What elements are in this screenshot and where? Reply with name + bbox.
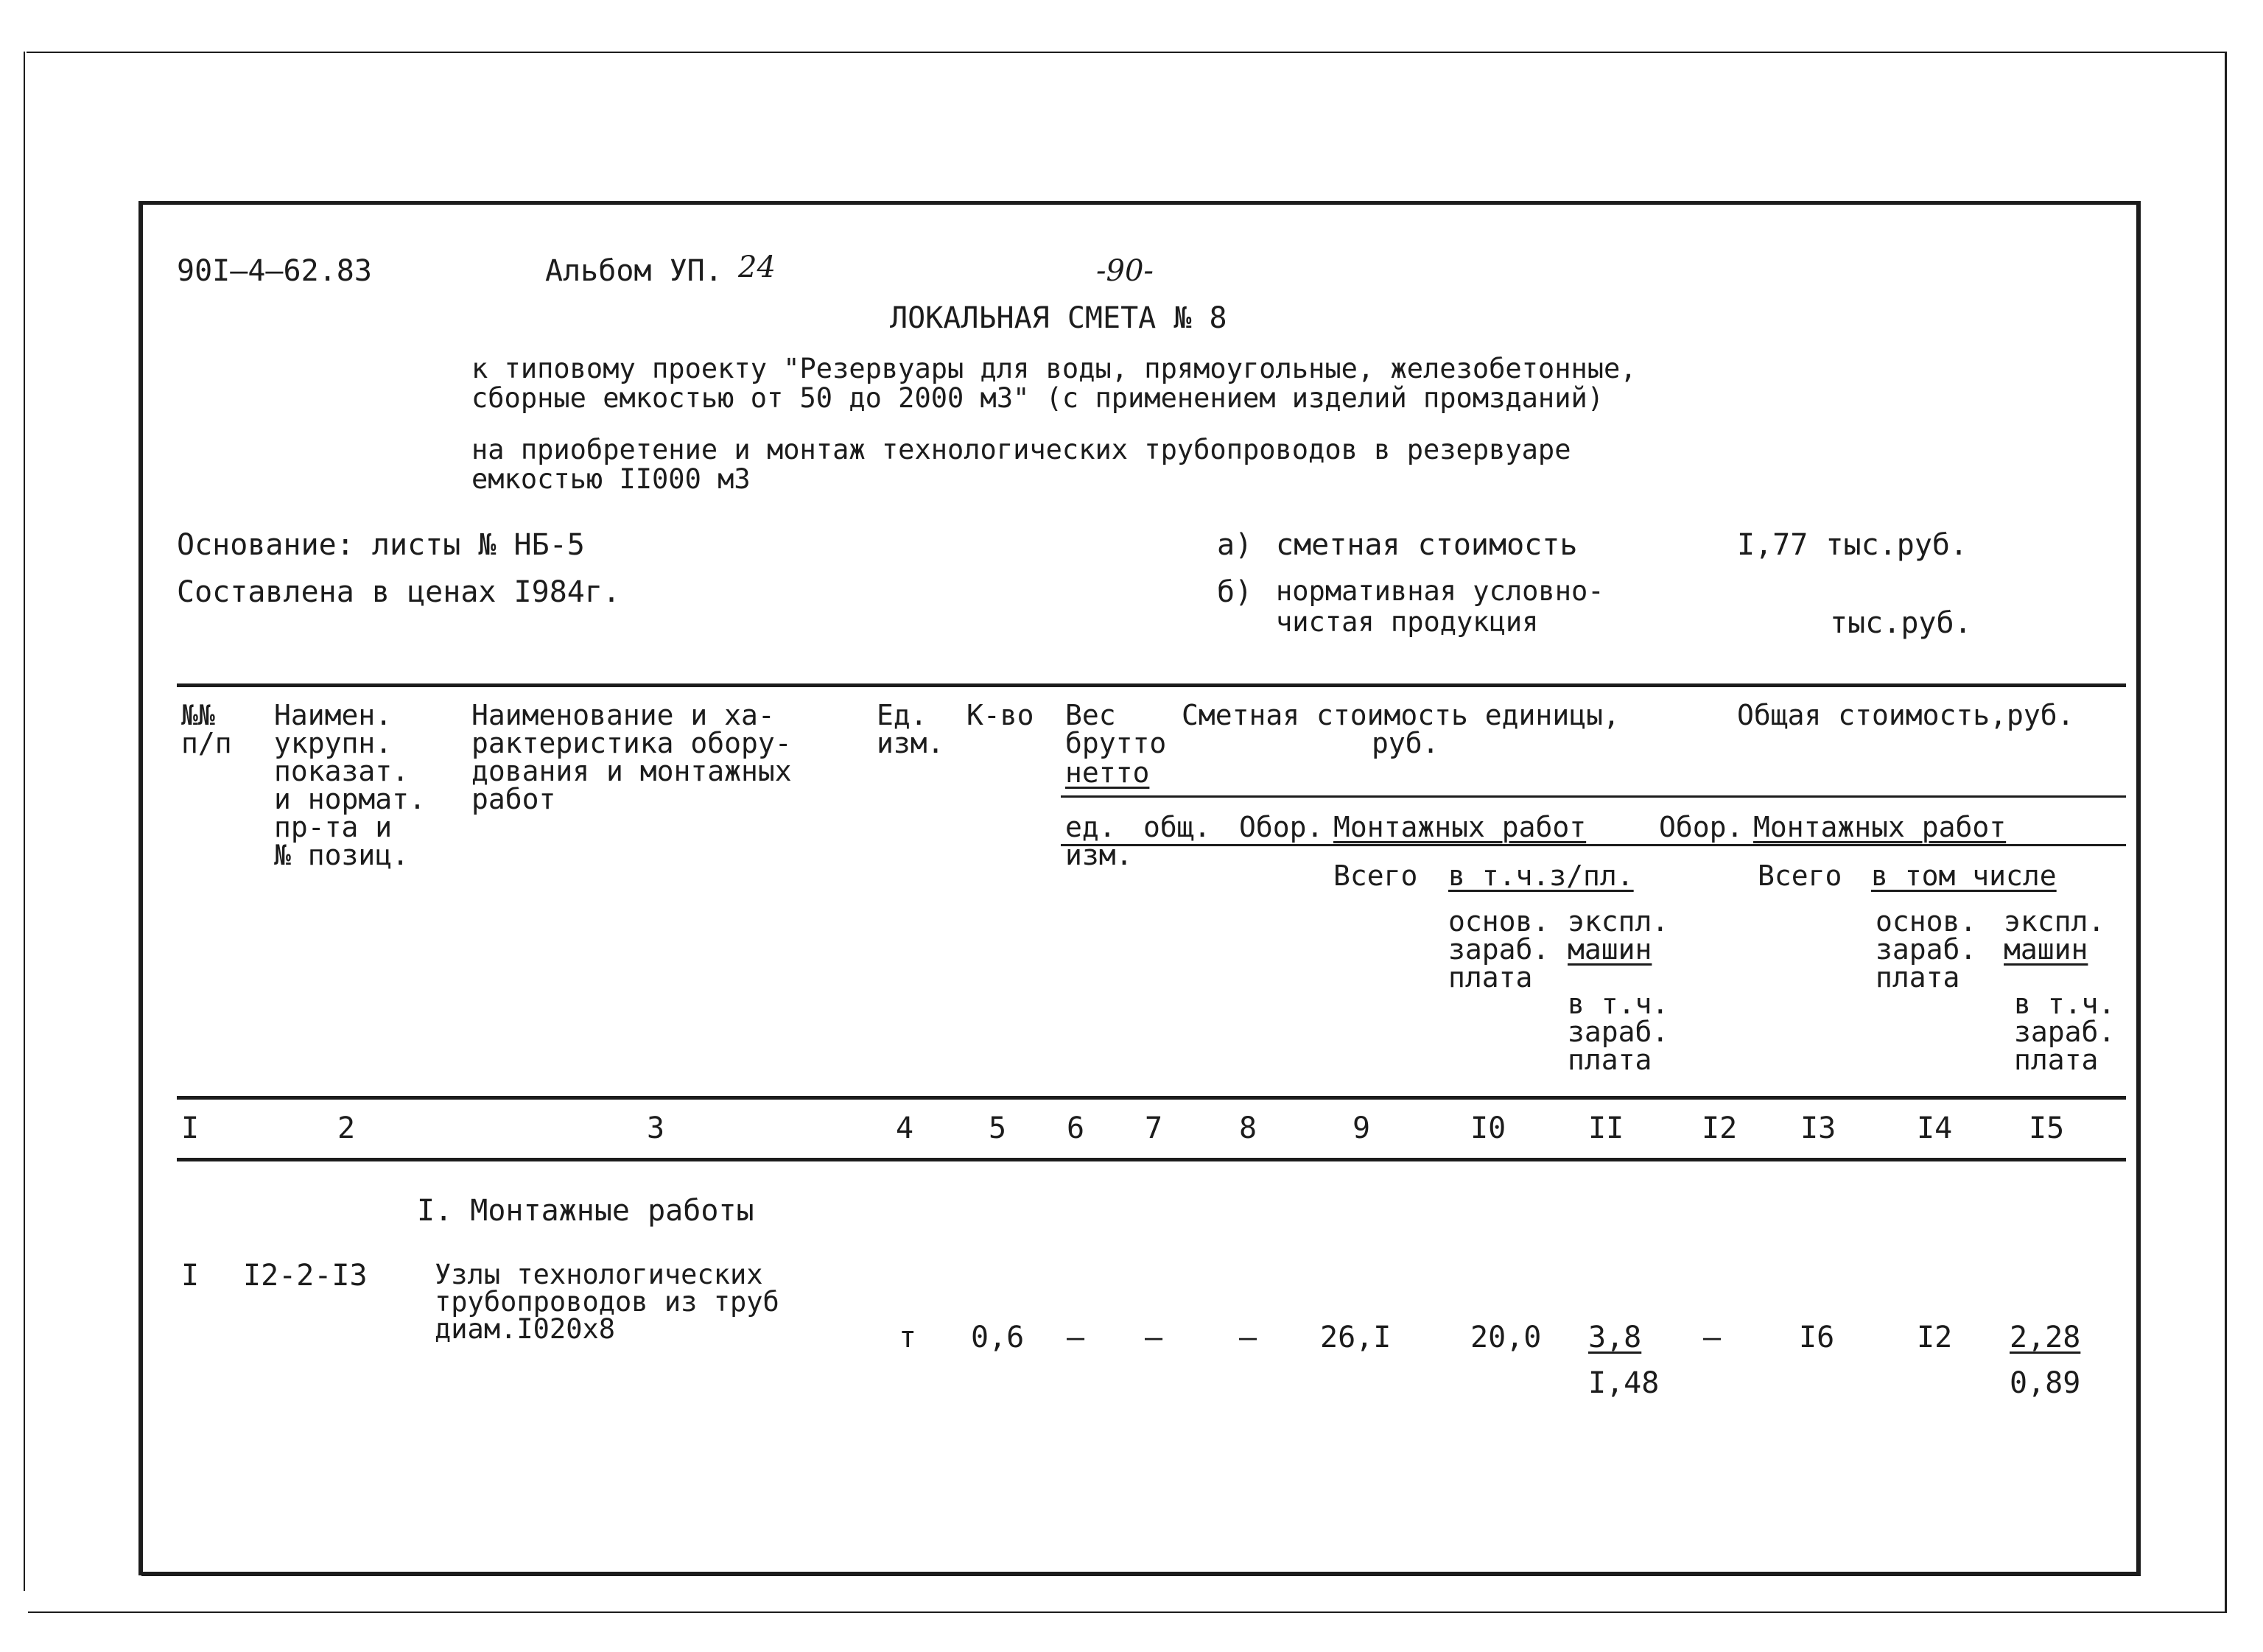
col-num-6: 6: [1067, 1111, 1085, 1145]
cost-b-value: тыс.руб.: [1830, 606, 1972, 640]
header-machines-unit: машин: [1568, 933, 1652, 966]
header-installation-unit: Монтажных работ: [1333, 811, 1587, 843]
header-code: Наимен. укрупн. показат. и нормат. пр-та и № позиц.: [274, 699, 426, 871]
row-base-wages-unit: 20,0: [1470, 1321, 1542, 1354]
header-num: №№ п/п: [181, 699, 232, 759]
frame-left: [138, 201, 143, 1575]
row-equipment-total: –: [1703, 1321, 1722, 1354]
col-num-1: I: [181, 1111, 200, 1145]
col-num-7: 7: [1145, 1111, 1163, 1145]
row-installation-total-unit: 26,I: [1320, 1321, 1392, 1354]
header-equipment-total: Обор.: [1659, 811, 1744, 843]
basis-text: Основание: листы № НБ-5: [177, 528, 585, 562]
header-total-cost: Общая стоимость,руб.: [1737, 699, 2074, 731]
header-including: в том числе: [1871, 860, 2057, 892]
header-unit-cost: Сметная стоимость единицы,: [1182, 699, 1620, 731]
row-name: Узлы технологических трубопроводов из труб диам.I020х8: [435, 1259, 779, 1345]
cost-a-mark: а): [1217, 528, 1253, 562]
header-qty: К-во: [966, 699, 1034, 731]
row-qty: 0,6: [971, 1321, 1025, 1354]
header-machine-op-unit: экспл.: [1568, 905, 1669, 938]
row-code: I2-2-I3: [243, 1259, 368, 1293]
sheet-left-edge: [24, 52, 25, 1591]
header-bottom-rule: [177, 1096, 2126, 1100]
row-base-wages-total: I2: [1917, 1321, 1953, 1354]
album-label: Альбом УП.: [545, 254, 723, 288]
col-num-13: I3: [1800, 1111, 1836, 1145]
table-top-rule: [177, 683, 2126, 687]
frame-right: [2136, 201, 2141, 1575]
row-weight-unit: –: [1067, 1321, 1085, 1354]
cost-b-label-1: нормативная условно-: [1276, 575, 1604, 607]
sheet-bottom-edge: [28, 1611, 2226, 1613]
col-num-15: I5: [2029, 1111, 2065, 1145]
row-machine-op-unit: 3,8: [1588, 1321, 1642, 1354]
header-weight-brutto: брутто: [1065, 727, 1167, 759]
header-unit-cost-rub: руб.: [1372, 727, 1439, 759]
work-line-1: на приобретение и монтаж технологических трубопроводов в резервуаре: [471, 434, 1571, 465]
col-num-4: 4: [896, 1111, 914, 1145]
header-total-unit: Всего: [1333, 860, 1418, 892]
album-number: 24: [738, 250, 776, 284]
header-base-wages-total: основ. зараб. плата: [1876, 905, 1977, 994]
col-num-2: 2: [337, 1111, 356, 1145]
col-num-12: I2: [1702, 1111, 1738, 1145]
page-number: -90-: [1096, 254, 1154, 288]
col-num-8: 8: [1239, 1111, 1257, 1145]
col-num-9: 9: [1352, 1111, 1371, 1145]
row-weight-total: –: [1145, 1321, 1163, 1354]
cost-a-label: сметная стоимость: [1276, 528, 1578, 562]
row-machine-wages-total: 0,89: [2010, 1366, 2081, 1400]
row-num: I: [181, 1259, 200, 1293]
section-title: I. Монтажные работы: [417, 1194, 754, 1228]
project-line-1: к типовому проекту "Резервуары для воды, прямоугольные, железобетонные,: [471, 353, 1637, 384]
document-code: 90I–4–62.83: [177, 254, 372, 288]
work-line-2: емкостью II000 м3: [471, 463, 751, 495]
row-installation-total: I6: [1799, 1321, 1835, 1354]
header-equipment-unit: Обор.: [1239, 811, 1324, 843]
frame-top: [138, 201, 2139, 205]
header-machine-wages-unit: в т.ч. зараб. плата: [1568, 988, 1669, 1076]
project-line-2: сборные емкостью от 50 до 2000 м3" (с применением изделий промзданий): [471, 382, 1604, 414]
colnum-bottom-rule: [177, 1158, 2126, 1161]
row-machine-wages-unit: I,48: [1588, 1366, 1660, 1400]
header-name: Наименование и ха- рактеристика обору- дования и монтажных работ: [471, 699, 792, 815]
row-equipment-unit: –: [1239, 1321, 1257, 1354]
header-weight: Вес: [1065, 699, 1116, 731]
cost-a-value: I,77 тыс.руб.: [1737, 528, 1968, 562]
header-unit: Ед. изм.: [877, 699, 944, 759]
header-machines-total: машин: [2004, 933, 2088, 966]
header-machine-op-total: экспл.: [2004, 905, 2105, 938]
cost-b-mark: б): [1217, 575, 1253, 609]
col-num-3: 3: [647, 1111, 665, 1145]
prices-text: Составлена в ценах I984г.: [177, 575, 621, 609]
header-installation-total: Монтажных работ: [1753, 811, 2007, 843]
header-weight-total: общ.: [1143, 811, 1211, 843]
col-num-14: I4: [1917, 1111, 1953, 1145]
sheet-top-edge: [27, 52, 2225, 53]
header-incl-wages: в т.ч.з/пл.: [1448, 860, 1634, 892]
header-weight-netto: нетто: [1065, 756, 1150, 789]
header-machine-wages-total: в т.ч. зараб. плата: [2014, 988, 2116, 1076]
col-num-5: 5: [989, 1111, 1007, 1145]
row-machine-op-total: 2,28: [2010, 1321, 2081, 1354]
header-base-wages-unit: основ. зараб. плата: [1448, 905, 1550, 994]
sheet-right-edge: [2225, 52, 2227, 1613]
header-weight-unit: ед. изм.: [1065, 811, 1133, 871]
document-title: ЛОКАЛЬНАЯ СМЕТА № 8: [890, 301, 1227, 335]
col-num-10: I0: [1470, 1111, 1506, 1145]
row-unit: т: [899, 1321, 917, 1354]
cost-b-label-2: чистая продукция: [1276, 606, 1539, 638]
col-num-11: II: [1588, 1111, 1624, 1145]
header-total-overall: Всего: [1758, 860, 1842, 892]
header-mid-rule: [1061, 795, 2126, 798]
frame-bottom: [141, 1572, 2141, 1576]
header-sub-rule: [1061, 844, 2126, 846]
